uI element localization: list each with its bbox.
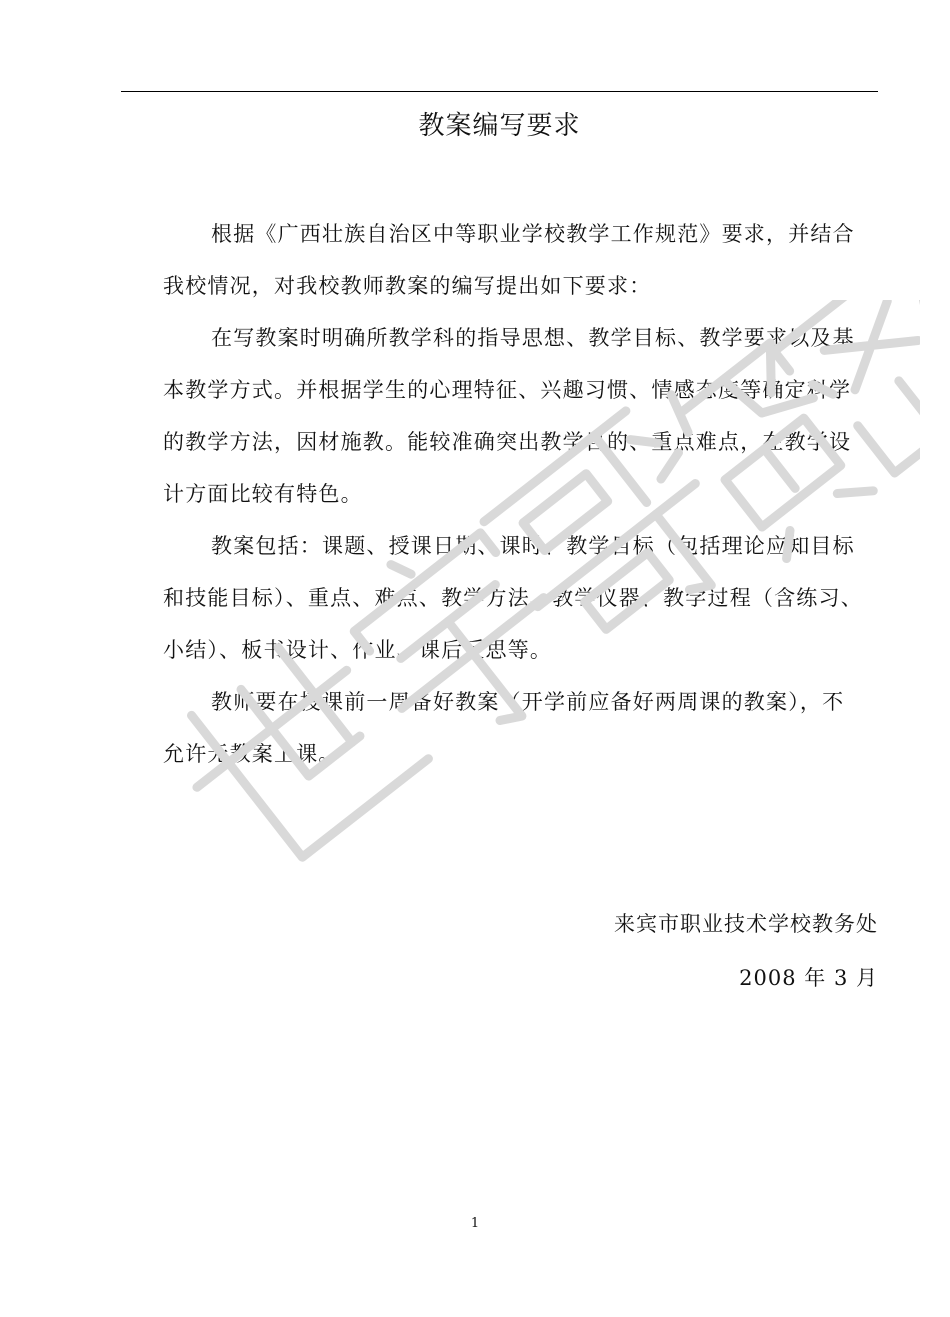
signature-organization: 来宾市职业技术学校教务处 (614, 912, 878, 936)
paragraph-line: 在写教案时明确所教学科的指导思想、教学目标、教学要求以及基 (211, 326, 855, 350)
paragraph-line: 的教学方法，因材施教。能较准确突出教学目的、重点难点，在教学设 (163, 430, 852, 454)
paragraph-line: 允许无教案上课。 (163, 742, 341, 766)
paragraph-line: 本教学方式。并根据学生的心理特征、兴趣习惯、情感态度等确定科学 (163, 378, 852, 402)
paragraph-line: 我校情况，对我校教师教案的编写提出如下要求： (163, 274, 652, 298)
paragraph-1 (121, 208, 878, 312)
page-number: 1 (470, 1216, 480, 1231)
paragraph-line: 教案包括：课题、授课日期、课时、教学目标（包括理论应知目标 (211, 534, 855, 558)
paragraph-line: 教师要在授课前一周备好教案（开学前应备好两周课的教案），不 (211, 690, 845, 714)
paragraph-2 (121, 312, 878, 520)
paragraph-line: 和技能目标）、重点、难点、教学方法、教学仪器、教学过程（含练习、 (163, 586, 863, 610)
document-title: 教案编写要求 (418, 111, 581, 141)
paragraph-line: 计方面比较有特色。 (163, 482, 363, 506)
signature-block (614, 900, 878, 1002)
paragraph-line: 根据《广西壮族自治区中等职业学校教学工作规范》要求，并结合 (211, 222, 855, 246)
paragraph-line: 小结）、板书设计、作业、课后反思等。 (163, 638, 553, 662)
paragraph-3 (121, 520, 878, 676)
header-rule (121, 91, 878, 92)
signature-date: 2008 年 3 月 (739, 966, 878, 990)
document-body (121, 208, 878, 780)
paragraph-4 (121, 676, 878, 780)
